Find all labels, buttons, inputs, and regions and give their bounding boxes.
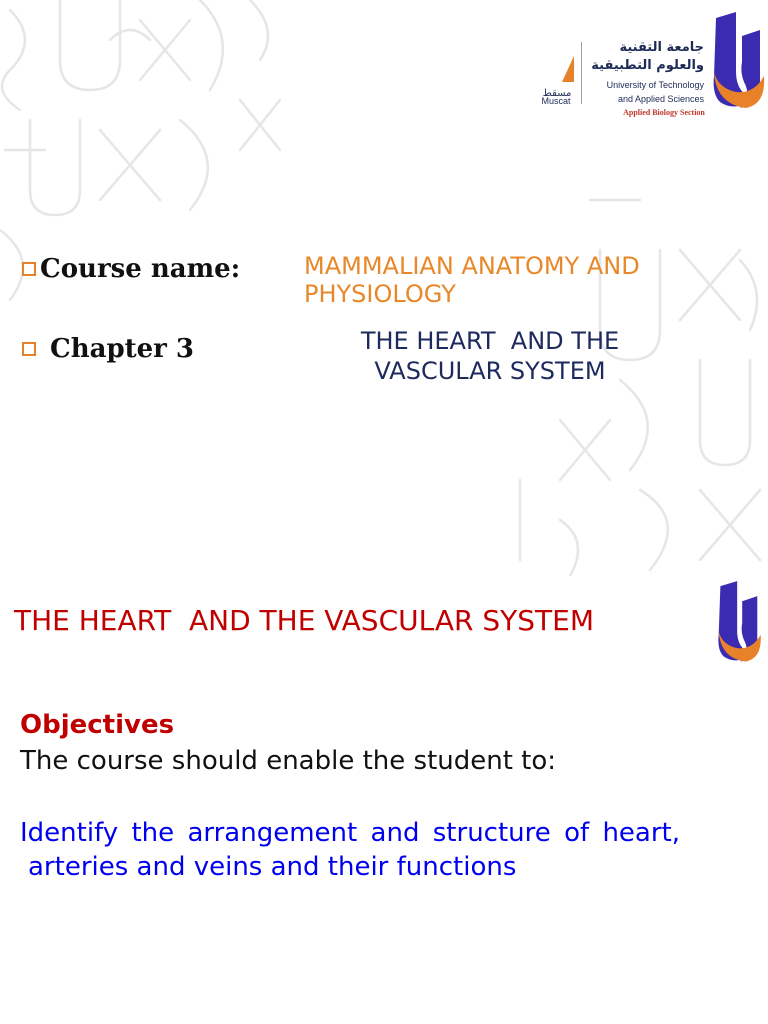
university-english-line2: and Applied Sciences: [617, 94, 704, 104]
chapter-bullet: [22, 334, 194, 364]
objectives-intro: The course should enable the student to:: [20, 746, 557, 776]
slide-title: THE HEART AND THE VASCULAR SYSTEM: [14, 604, 594, 637]
muscat-english-label: Muscat: [541, 96, 571, 106]
university-english-line1: University of Technology: [606, 80, 704, 90]
chapter-label: Chapter 3: [50, 334, 195, 364]
university-arabic-line1: جامعة التقنية: [619, 40, 704, 55]
muscat-campus-icon: [562, 56, 574, 82]
objectives-body: Identify the arrangement and structure of heart, arteries and veins and their functions: [20, 818, 680, 882]
course-name-bullet: [22, 254, 240, 284]
university-logo: [534, 12, 768, 122]
course-name-value: MAMMALIAN ANATOMY AND PHYSIOLOGY: [304, 252, 640, 308]
chapter-title-line2: VASCULAR SYSTEM: [374, 357, 606, 385]
utas-logo-mark-icon: [712, 580, 764, 666]
university-arabic-line2: والعلوم التطبيقية: [591, 58, 704, 73]
objectives-slide: [0, 576, 768, 1024]
logo-divider: [581, 42, 582, 104]
chapter-title: [310, 326, 670, 386]
objectives-heading: Objectives: [20, 710, 175, 740]
muscat-arabic-label: مسقط: [542, 88, 572, 99]
bullet-square-icon: [22, 262, 36, 276]
applied-biology-section-label: Applied Biology Section: [623, 108, 705, 117]
bullet-square-icon: [22, 342, 36, 356]
utas-logo-mark-icon: [706, 12, 768, 112]
chapter-title-line1: THE HEART AND THE: [360, 327, 620, 355]
course-name-label: Course name:: [40, 254, 241, 284]
